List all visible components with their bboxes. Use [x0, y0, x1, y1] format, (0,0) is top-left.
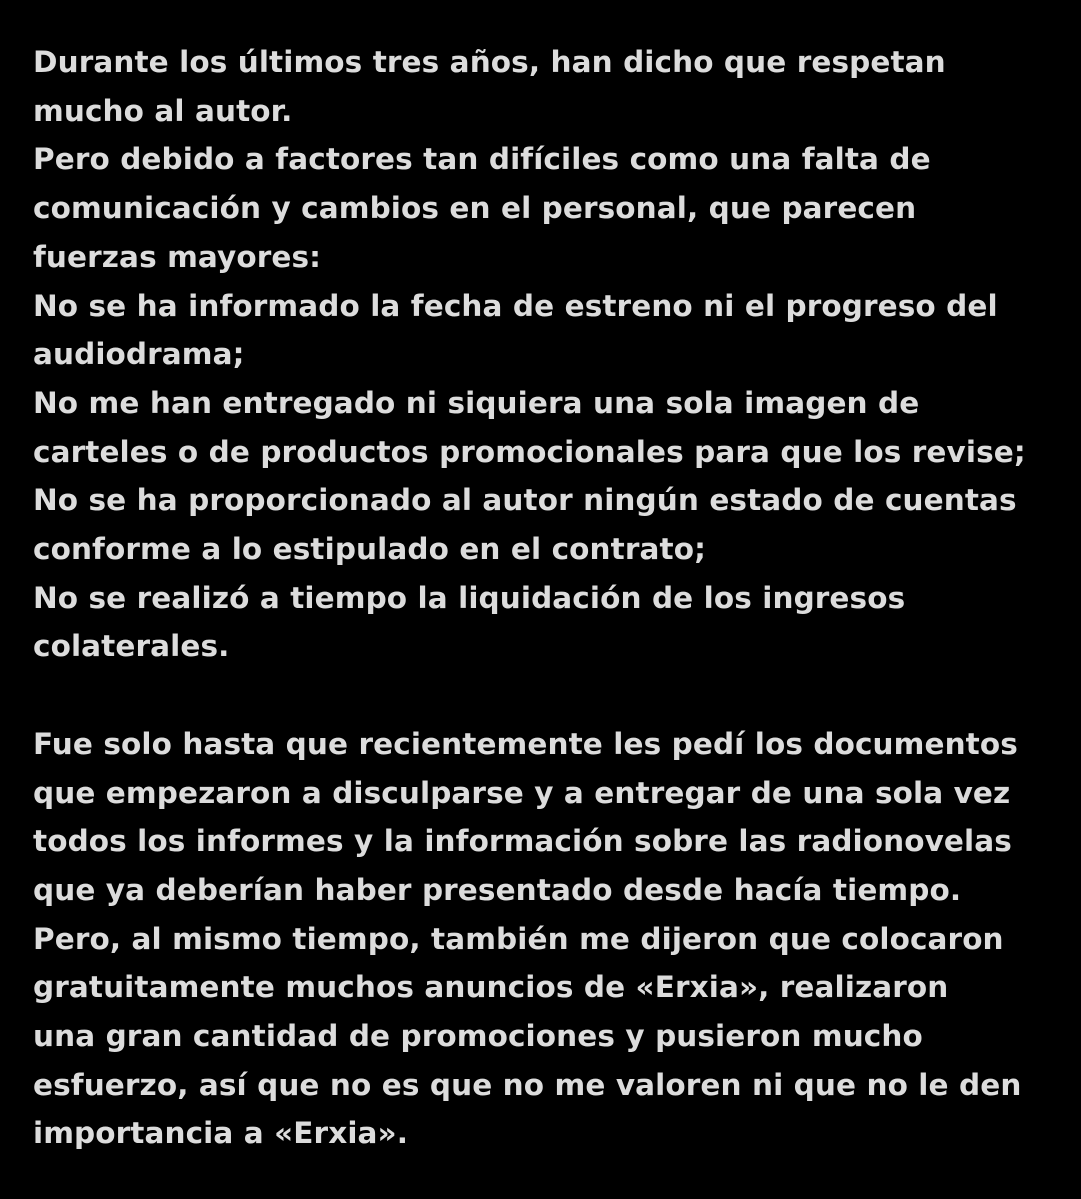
- text-line: Pero, al mismo tiempo, también me dijeron que colocaron: [33, 921, 1004, 956]
- text-line: fuerzas mayores:: [33, 239, 322, 274]
- paragraph-2: [33, 720, 1063, 1158]
- text-line: esfuerzo, así que no es que no me valoren ni que no le den: [33, 1067, 1022, 1102]
- text-line: comunicación y cambios en el personal, que parecen: [33, 191, 917, 226]
- text-line: No me han entregado ni siquiera una sola imagen de: [33, 385, 920, 420]
- paragraph-gap: [33, 671, 1063, 720]
- text-line: No se ha proporcionado al autor ningún estado de cuentas: [33, 483, 1017, 518]
- text-line: No se realizó a tiempo la liquidación de los ingresos: [33, 580, 906, 615]
- text-line: conforme a lo estipulado en el contrato;: [33, 532, 706, 567]
- text-line: importancia a «Erxia».: [33, 1116, 409, 1151]
- text-line: que empezaron a disculparse y a entregar de una sola vez: [33, 775, 1011, 810]
- text-line: una gran cantidad de promociones y pusieron mucho: [33, 1019, 923, 1054]
- text-line: No se ha informado la fecha de estreno ni el progreso del: [33, 288, 998, 323]
- text-line: que ya deberían haber presentado desde hacía tiempo.: [33, 872, 962, 907]
- document-text: [33, 38, 1063, 1158]
- text-line: carteles o de productos promocionales para que los revise;: [33, 434, 1026, 469]
- text-line: colaterales.: [33, 629, 230, 664]
- text-line: gratuitamente muchos anuncios de «Erxia», realizaron: [33, 970, 949, 1005]
- text-line: audiodrama;: [33, 337, 245, 372]
- paragraph-1: [33, 38, 1063, 671]
- text-line: todos los informes y la información sobre las radionovelas: [33, 824, 1012, 859]
- text-line: mucho al autor.: [33, 93, 293, 128]
- text-line: Fue solo hasta que recientemente les pedí los documentos: [33, 726, 1018, 761]
- text-line: Durante los últimos tres años, han dicho que respetan: [33, 45, 946, 79]
- text-line: Pero debido a factores tan difíciles como una falta de: [33, 142, 931, 177]
